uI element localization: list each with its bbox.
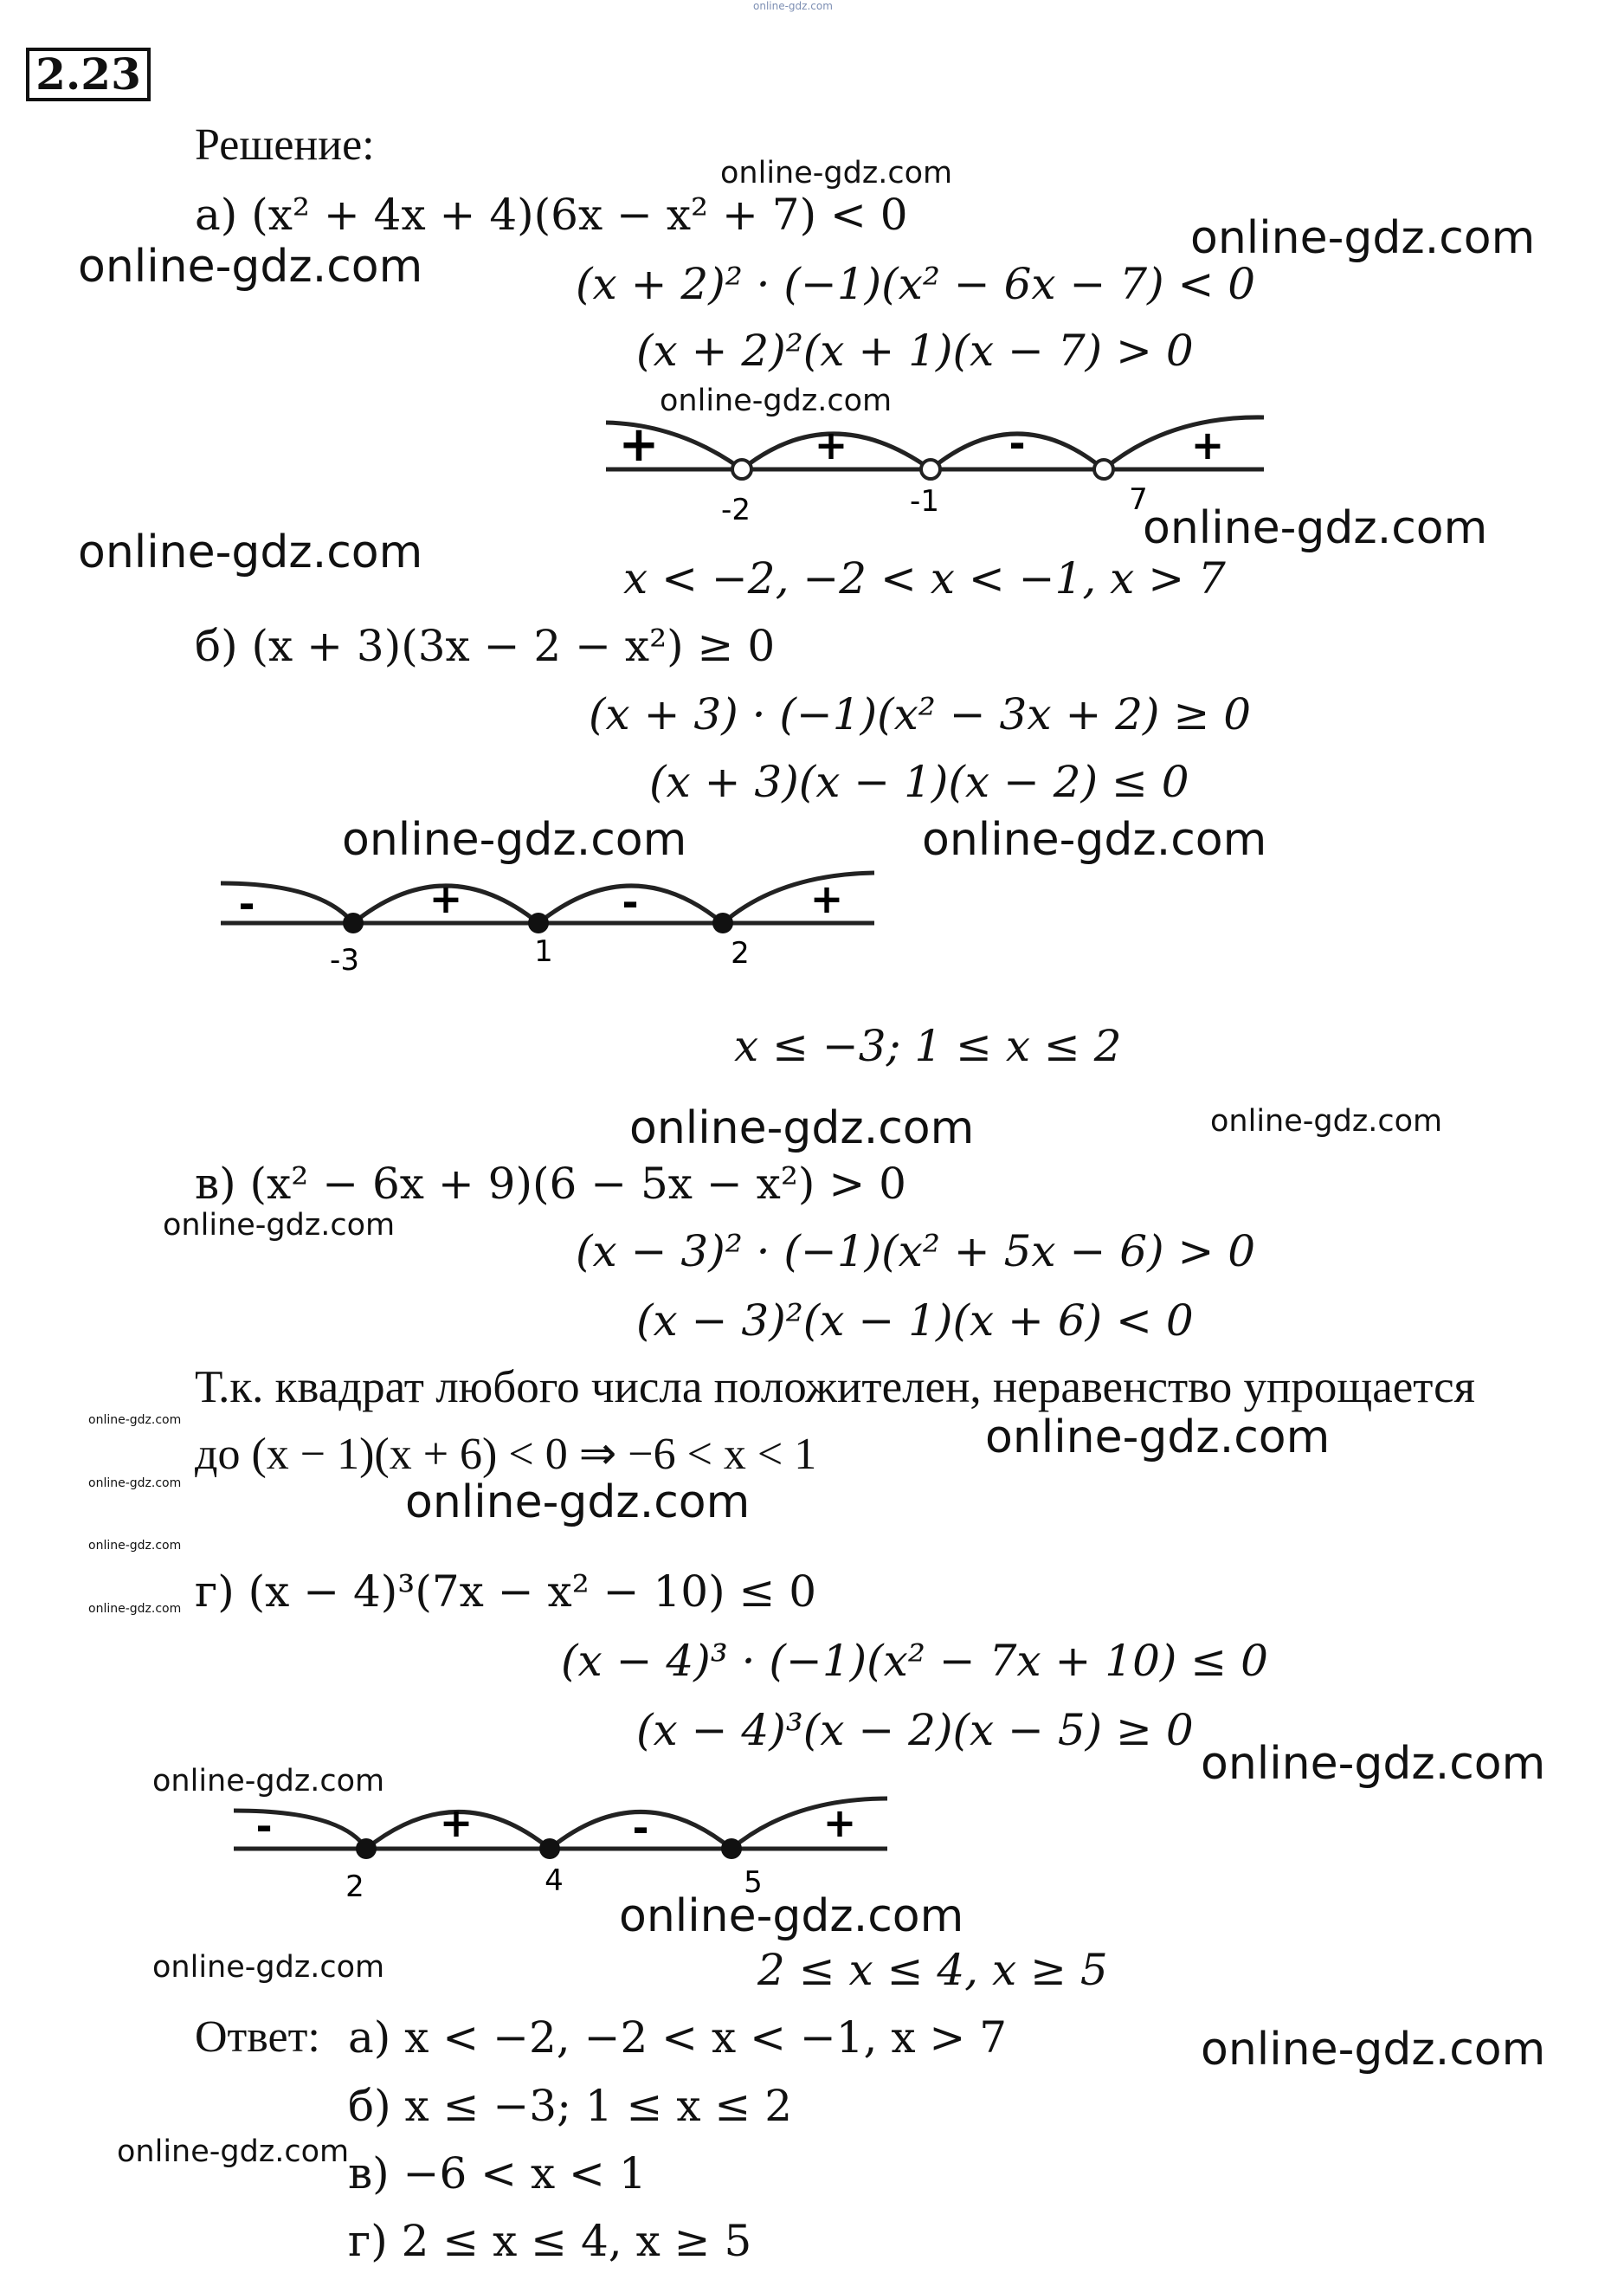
filled-point [539, 1838, 560, 1859]
part-a-line-3: (x + 2)²(x + 1)(x − 7) > 0 [636, 326, 1194, 376]
watermark: online-gdz.com [1201, 1738, 1546, 1790]
sign-label: + [429, 875, 463, 922]
part-v-line-1: в) (x² − 6x + 9)(6 − 5x − x²) > 0 [195, 1159, 906, 1209]
part-g-result: 2 ≤ x ≤ 4, x ≥ 5 [757, 1945, 1108, 1995]
part-g-line-2: (x − 4)³ · (−1)(x² − 7x + 10) ≤ 0 [561, 1636, 1268, 1686]
part-g-line-3: (x − 4)³(x − 2)(x − 5) ≥ 0 [636, 1705, 1194, 1755]
sign-arc [731, 1798, 887, 1849]
part-b-line-1: б) (x + 3)(3x − 2 − x²) ≥ 0 [195, 621, 776, 671]
watermark: online-gdz.com [1143, 502, 1488, 554]
watermark: online-gdz.com [1201, 2024, 1546, 2076]
point-label: 2 [345, 1869, 364, 1904]
watermark: online-gdz.com [985, 1411, 1331, 1463]
answer-a: а) x < −2, −2 < x < −1, x > 7 [348, 2012, 1008, 2063]
open-point [1094, 460, 1113, 479]
watermark: online-gdz.com [619, 1890, 964, 1942]
watermark: online-gdz.com [660, 384, 893, 418]
watermark: online-gdz.com [88, 1602, 182, 1616]
part-b-line-3: (x + 3)(x − 1)(x − 2) ≤ 0 [649, 757, 1189, 807]
answer-g: г) 2 ≤ x ≤ 4, x ≥ 5 [348, 2216, 752, 2266]
sign-label: + [439, 1799, 474, 1846]
filled-point [343, 913, 364, 933]
part-v-note-2: до (x − 1)(x + 6) < 0 ⇒ −6 < x < 1 [195, 1430, 817, 1479]
point-label: -1 [910, 484, 939, 519]
sign-label: + [809, 875, 844, 922]
watermark: online-gdz.com [1210, 1104, 1443, 1139]
sign-label: - [1009, 420, 1026, 467]
sign-label: + [814, 422, 848, 468]
watermark: online-gdz.com [88, 1476, 182, 1490]
point-label: 7 [1129, 482, 1148, 517]
watermark: online-gdz.com [88, 1413, 182, 1427]
open-point [732, 460, 751, 479]
point-label: 5 [744, 1865, 763, 1900]
sign-label: + [822, 1799, 857, 1846]
sign-label: + [1190, 422, 1225, 468]
filled-point [721, 1838, 742, 1859]
watermark: online-gdz.com [342, 814, 687, 866]
sign-label: + [618, 417, 660, 473]
filled-point [528, 913, 549, 933]
filled-point [356, 1838, 377, 1859]
part-a-line-1: а) (x² + 4x + 4)(6x − x² + 7) < 0 [195, 190, 908, 240]
watermark: online-gdz.com [629, 1102, 975, 1154]
part-v-note-1: Т.к. квадрат любого числа положителен, неравенство упрощается [195, 1362, 1475, 1412]
sign-label: - [255, 1803, 273, 1850]
part-v-line-2: (x − 3)² · (−1)(x² + 5x − 6) > 0 [576, 1226, 1256, 1276]
watermark: online-gdz.com [163, 1208, 396, 1243]
problem-number: 2.23 [26, 48, 151, 101]
point-label: 2 [731, 936, 750, 971]
point-label: -3 [330, 943, 359, 978]
filled-point [712, 913, 733, 933]
watermark: online-gdz.com [78, 526, 423, 578]
sign-label: - [632, 1805, 649, 1851]
sign-label: - [622, 879, 639, 926]
point-label: -2 [721, 493, 751, 527]
number-line-b [216, 857, 892, 987]
watermark: online-gdz.com [405, 1476, 751, 1528]
sign-arc [234, 1811, 366, 1849]
watermark: online-gdz.com [1190, 212, 1536, 264]
part-a-line-2: (x + 2)² · (−1)(x² − 6x − 7) < 0 [576, 259, 1256, 309]
site-tag: online-gdz.com [753, 0, 833, 12]
watermark: online-gdz.com [152, 1950, 385, 1985]
answer-label: Ответ: [195, 2012, 320, 2062]
watermark: online-gdz.com [117, 2134, 350, 2169]
sign-arc [1104, 417, 1264, 469]
point-label: 1 [534, 934, 553, 969]
part-a-result: x < −2, −2 < x < −1, x > 7 [623, 553, 1226, 604]
solution-label: Решение: [195, 120, 375, 170]
part-v-line-3: (x − 3)²(x − 1)(x + 6) < 0 [636, 1295, 1194, 1346]
watermark: online-gdz.com [88, 1539, 182, 1553]
watermark: online-gdz.com [78, 241, 423, 293]
part-g-line-1: г) (x − 4)³(7x − x² − 10) ≤ 0 [195, 1566, 817, 1617]
point-label: 4 [545, 1863, 564, 1898]
answer-v: в) −6 < x < 1 [348, 2148, 647, 2199]
watermark: online-gdz.com [720, 156, 953, 190]
sign-arc [723, 873, 874, 923]
watermark: online-gdz.com [922, 814, 1267, 866]
watermark: online-gdz.com [152, 1764, 385, 1798]
answer-b: б) x ≤ −3; 1 ≤ x ≤ 2 [348, 2081, 793, 2131]
part-b-result: x ≤ −3; 1 ≤ x ≤ 2 [734, 1021, 1122, 1071]
part-b-line-2: (x + 3) · (−1)(x² − 3x + 2) ≥ 0 [589, 689, 1252, 739]
open-point [921, 460, 940, 479]
sign-label: - [238, 881, 255, 927]
